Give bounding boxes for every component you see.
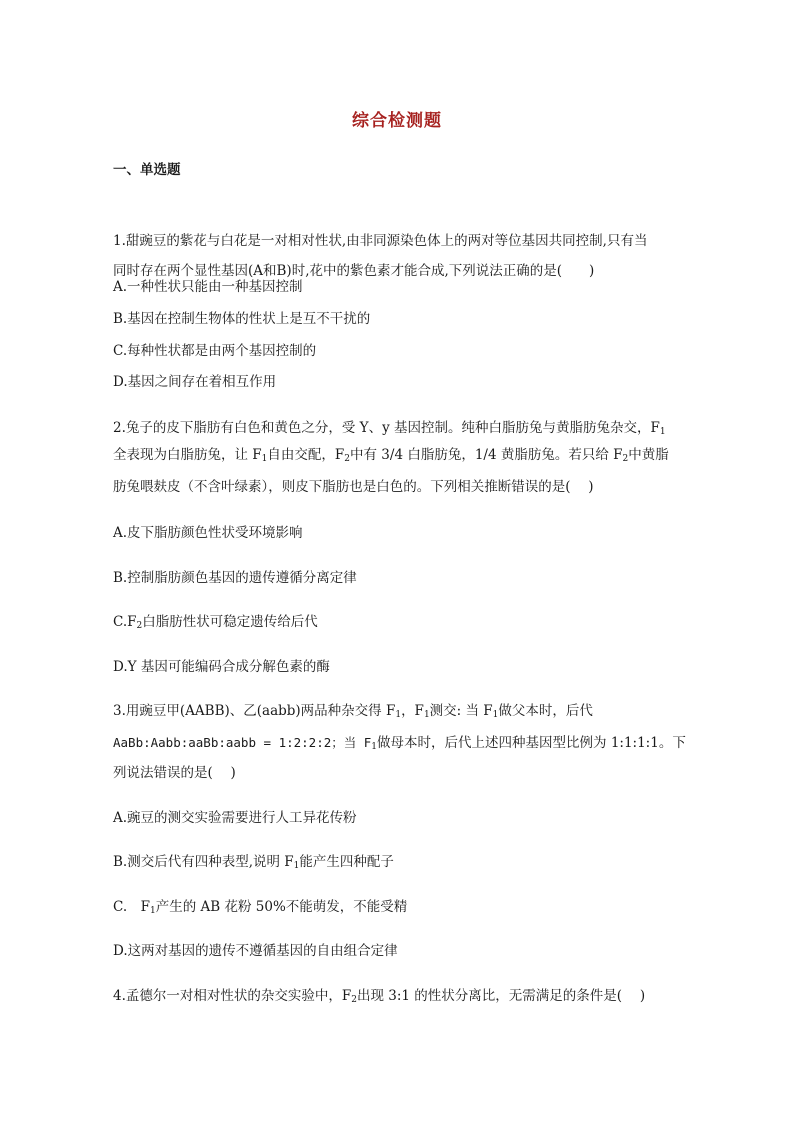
q3-line1-text-a: 3.用豌豆甲(AABB)、乙(aabb)两品种杂交得 F (113, 703, 396, 719)
question-3-option-c (113, 898, 407, 916)
q3-option-b-prefix: B.测交后代有四种表型,说明 F (113, 854, 294, 870)
q2-option-c-subscript: 2 (136, 621, 143, 631)
q3-line1-subscript-3: 1 (492, 710, 499, 720)
q2-line2-subscript-3: 2 (622, 454, 629, 464)
page-title: 综合检测题 (352, 111, 442, 131)
question-1-option-b: B.基因在控制生物体的性状上是互不干扰的 (113, 311, 371, 327)
question-2-text-line-3: 肪兔喂麸皮（不含叶绿素），则皮下脂肪也是白色的。下列相关推断错误的是( ) (113, 479, 594, 495)
q4-line1-text-b: 出现 3:1 的性状分离比，无需满足的条件是( ) (356, 988, 646, 1004)
q3-option-b-text: 能产生四种配子 (299, 854, 394, 870)
question-2-option-c (113, 613, 318, 631)
q3-line2-ratio: AaBb:Aabb:aaBb:aabb = 1:2:2:2；当 F (113, 735, 372, 750)
q3-option-c-text: 产生的 AB 花粉 50%不能萌发，不能受精 (155, 899, 408, 915)
section-heading: 一、单选题 (113, 162, 181, 178)
q2-option-c-prefix: C.F (113, 614, 137, 630)
question-1-option-c: C.每种性状都是由两个基因控制的 (113, 343, 317, 359)
question-1-text-line-1: 1.甜豌豆的紫花与白花是一对相对性状,由非同源染色体上的两对等位基因共同控制,只有当 (113, 233, 648, 249)
question-2-option-b: B.控制脂肪颜色基因的遗传遵循分离定律 (113, 570, 357, 586)
question-1-option-a: A.一种性状只能由一种基因控制 (113, 279, 303, 295)
question-4-text-line-1 (113, 987, 645, 1005)
q3-line1-subscript-2: 1 (423, 710, 430, 720)
question-3-option-d: D.这两对基因的遗传不遵循基因的自由组合定律 (113, 943, 398, 959)
question-2-text-line-2 (113, 446, 669, 464)
question-2-option-a: A.皮下脂肪颜色性状受环境影响 (113, 525, 303, 541)
question-2-text-line-1 (113, 419, 666, 437)
q3-option-c-prefix: C. F (113, 899, 151, 915)
q2-line2-text-b: 自由交配，F (267, 447, 345, 463)
question-3-option-a: A.豌豆的测交实验需要进行人工异花传粉 (113, 810, 357, 826)
q3-line1-text-d: 做父本时，后代 (498, 703, 593, 719)
q3-option-c-subscript: 1 (150, 906, 156, 916)
q4-line1-subscript: 2 (351, 995, 357, 1005)
q2-line2-text-d: 中黄脂 (628, 447, 669, 463)
q4-line1-text-a: 4.孟德尔一对相对性状的杂交实验中，F (113, 988, 352, 1004)
question-2-option-d: D.Y 基因可能编码合成分解色素的酶 (113, 659, 330, 675)
q3-line1-subscript-1: 1 (395, 710, 402, 720)
question-3-text-line-1 (113, 702, 593, 720)
q2-line2-text-a: 全表现为白脂肪兔，让 F (113, 447, 262, 463)
question-1-option-d: D.基因之间存在着相互作用 (113, 374, 277, 390)
q3-option-b-subscript: 1 (293, 861, 300, 871)
question-3-text-line-2 (113, 734, 686, 752)
q3-line1-text-c: 测交: 当 F (429, 703, 493, 719)
q2-line2-subscript-1: 1 (261, 454, 268, 464)
q2-line2-text-c: 中有 3/4 白脂肪兔，1/4 黄脂肪兔。若只给 F (350, 447, 623, 463)
q2-line1-text: 2.兔子的皮下脂肪有白色和黄色之分，受 Y、y 基因控制。纯种白脂肪兔与黄脂肪兔杂交，F (113, 420, 660, 436)
q3-line1-text-b: ，F (401, 703, 424, 719)
question-1-text-line-2: 同时存在两个显性基因(A和B)时,花中的紫色素才能合成,下列说法正确的是( ) (113, 263, 595, 279)
q3-line2-subscript: 1 (371, 742, 378, 752)
q3-line2-text-b: 做母本时，后代上述四种基因型比例为 1:1:1:1。下 (377, 735, 686, 751)
q2-line1-subscript: 1 (659, 427, 666, 437)
question-3-text-line-3: 列说法错误的是( ) (113, 765, 236, 781)
question-3-option-b (113, 853, 394, 871)
q2-option-c-text: 白脂肪性状可稳定遗传给后代 (142, 614, 318, 630)
q2-line2-subscript-2: 2 (344, 454, 351, 464)
